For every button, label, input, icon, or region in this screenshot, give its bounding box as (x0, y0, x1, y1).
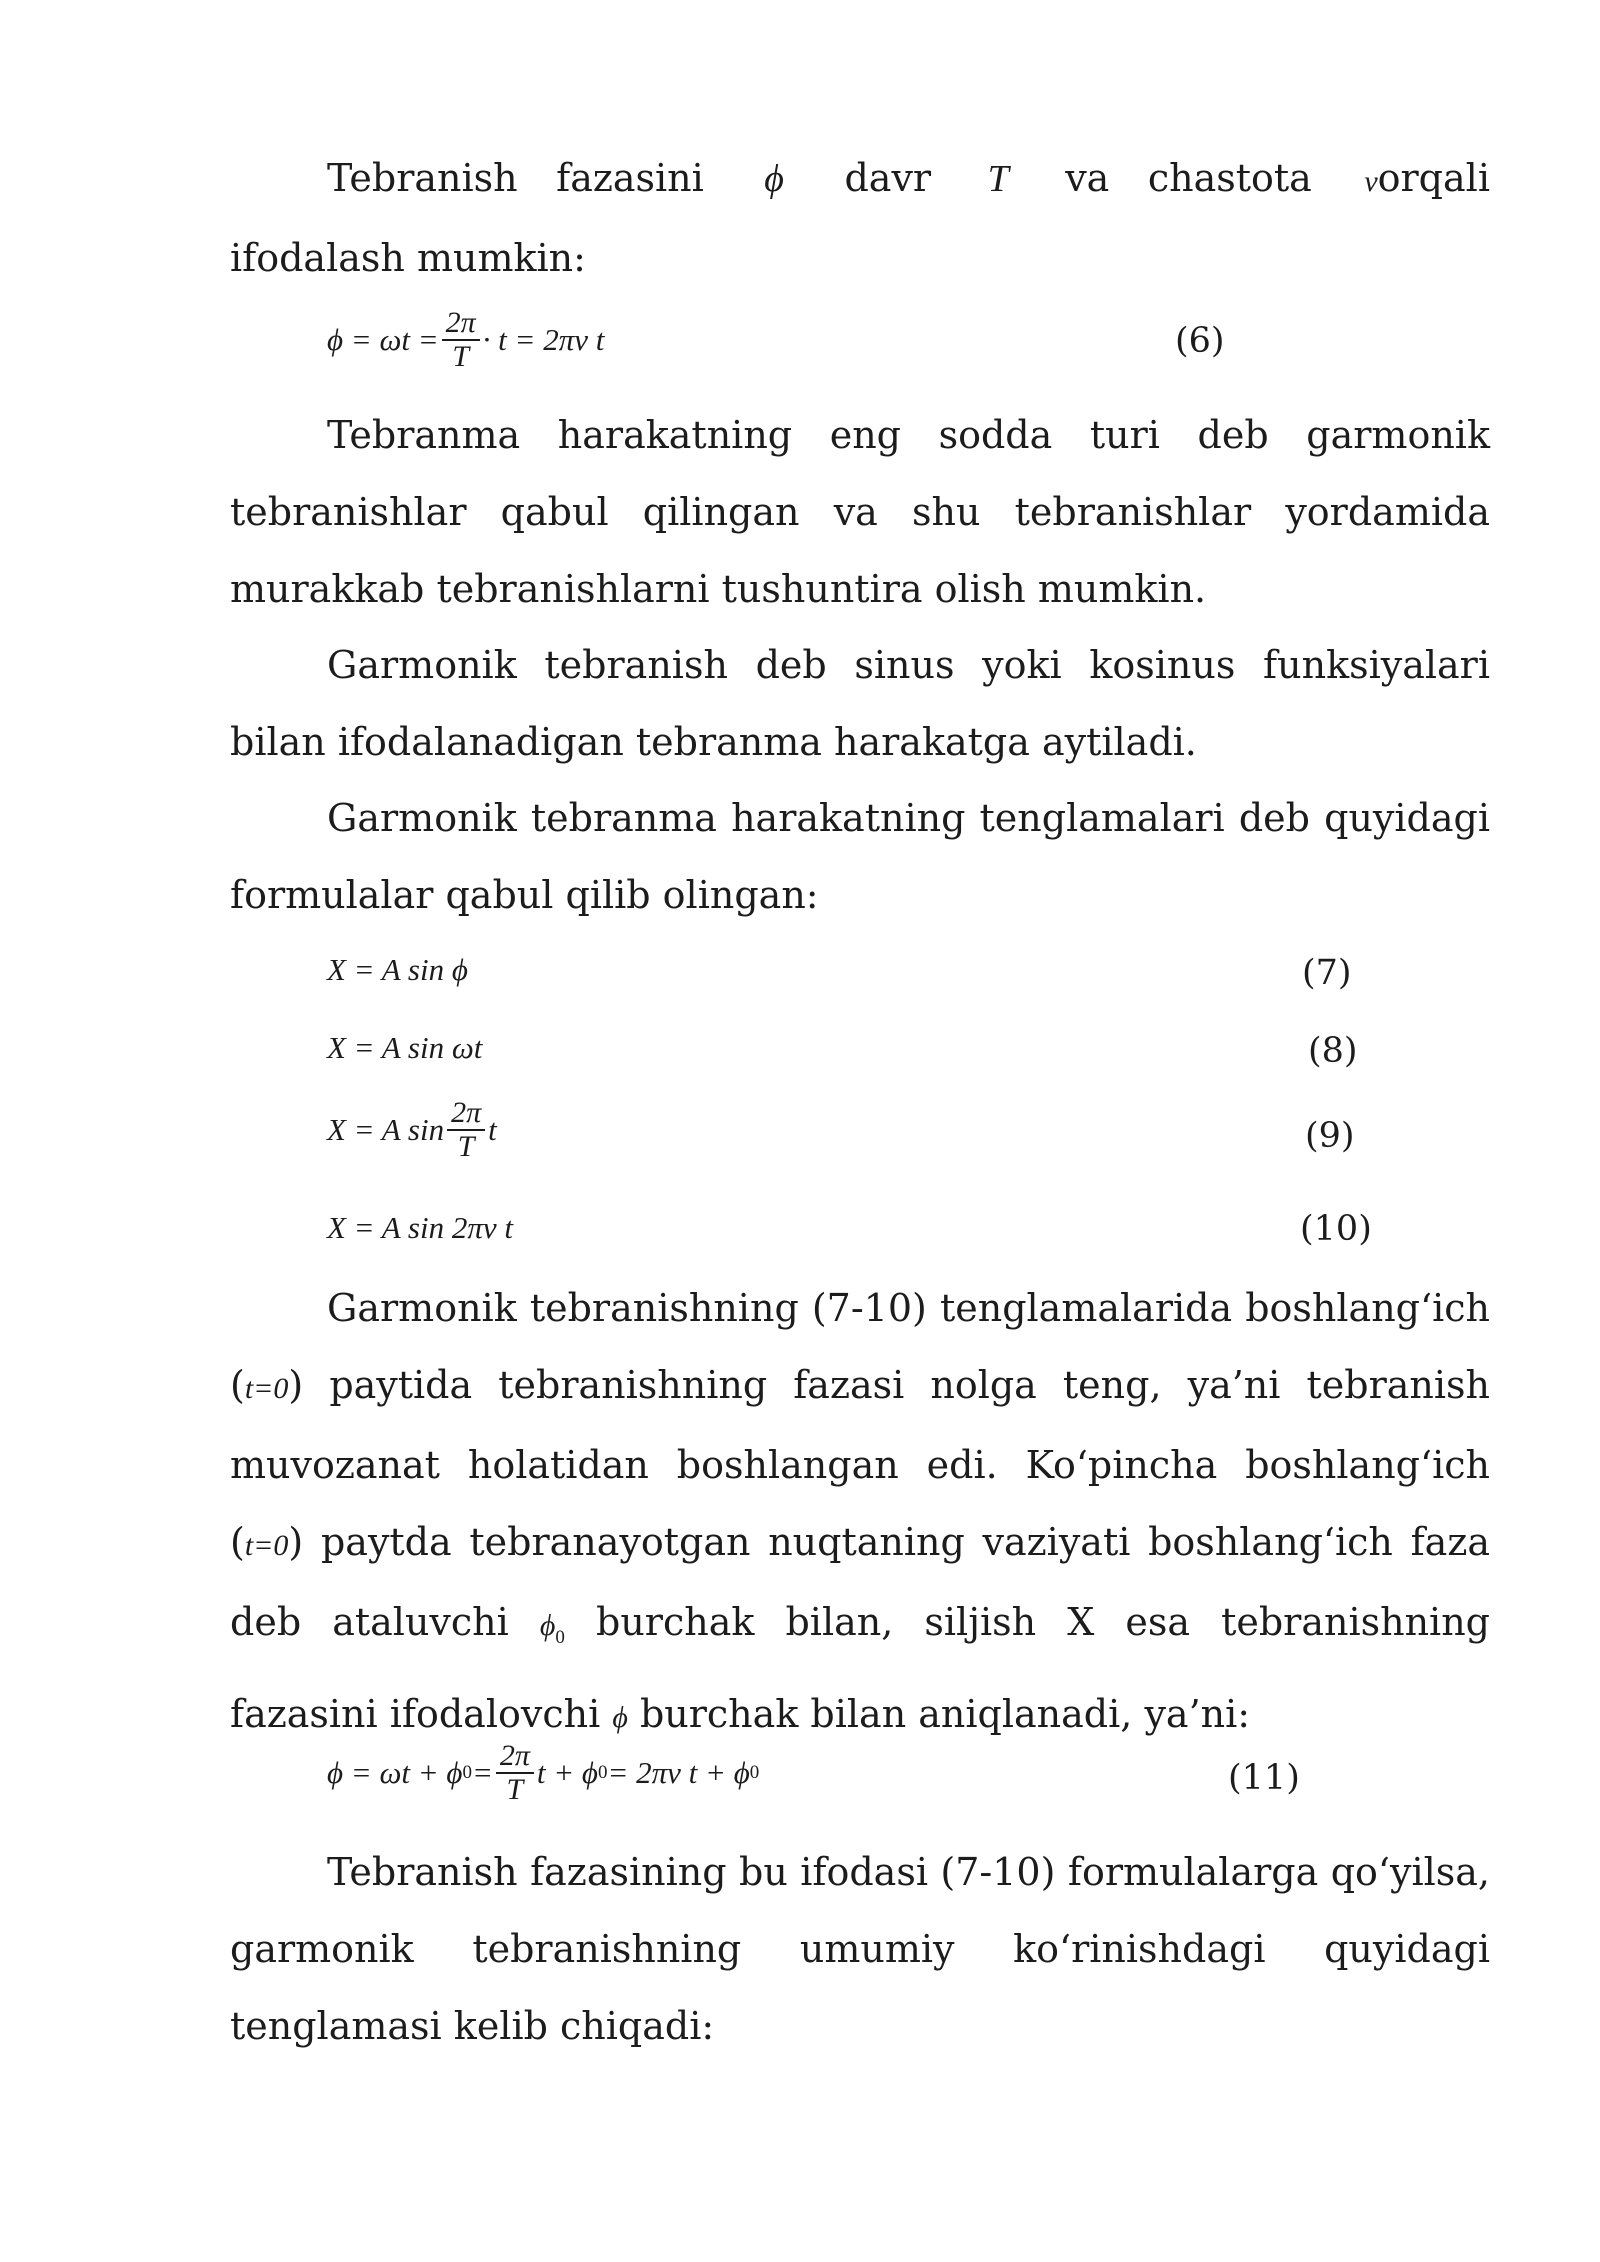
equation-number-8: (8) (1308, 1031, 1358, 1071)
initial-time-condition: t=0 (244, 1372, 289, 1405)
paragraph-harmonic-definition: Garmonik tebranish deb sinus yoki kosinus funksiyalari bilan ifodalanadigan tebranma harakatga aytiladi. (230, 643, 1490, 764)
paragraph-equations-intro: Garmonik tebranma harakatning tenglamalari deb quyidagi formulalar qabul qilib olingan: (230, 796, 1490, 917)
text-run: orqali ifodalash mumkin: (230, 156, 1490, 280)
subscript: 0 (749, 1761, 760, 1783)
equation-number-6: (6) (1175, 321, 1225, 361)
equation-rhs: t (488, 1111, 497, 1147)
initial-phase-symbol (539, 1609, 565, 1648)
equation-11 (327, 1740, 759, 1805)
equation-number-7: (7) (1302, 953, 1352, 993)
text-run: burchak bilan, siljish X esa tebranishning fazasini ifodalovchi (230, 1600, 1490, 1736)
equation-6 (327, 307, 604, 372)
equation-number-11: (11) (1228, 1758, 1300, 1798)
equation-lhs: ϕ = ωt = (327, 321, 439, 357)
equation-7: X = A sin ϕ (327, 952, 468, 987)
fraction-denominator: T (452, 339, 469, 373)
subscript: 0 (555, 1627, 565, 1648)
text-run: Garmonik tebranishning (7-10) tenglamalarida boshlang‘ich ( (230, 1286, 1490, 1407)
text-run: va chastota (1026, 156, 1351, 200)
equation-rhs: · t = 2πν t (482, 321, 605, 357)
period-symbol: T (987, 158, 1009, 200)
initial-time-condition: t=0 (244, 1529, 289, 1562)
fraction-numerator: 2π (442, 307, 480, 341)
text-run: Tebranish fazasini (327, 156, 743, 200)
fraction-numerator: 2π (496, 1740, 534, 1774)
paragraph-phase-intro (230, 140, 1490, 297)
equation-term: t + ϕ (536, 1754, 598, 1790)
equation-9 (327, 1097, 497, 1162)
equation-term: = 2πν t + ϕ (607, 1754, 750, 1790)
equation-number-10: (10) (1300, 1209, 1372, 1249)
text-run: ) paytida tebranishning fazasi nolga teng, ya’ni tebranish muvozanat holatidan boshlangan edi. Ko‘pincha boshlang‘ich ( (230, 1363, 1490, 1564)
phi-symbol: ϕ (764, 158, 784, 200)
fraction-numerator: 2π (447, 1097, 485, 1131)
text-run: burchak bilan aniqlanadi, ya’ni: (627, 1692, 1251, 1736)
fraction-denominator: T (506, 1772, 524, 1806)
nu-symbol: ν (1364, 165, 1378, 198)
phi-symbol: ϕ (539, 1609, 556, 1642)
subscript: 0 (597, 1761, 608, 1783)
subscript: 0 (462, 1761, 472, 1783)
equation-8: X = A sin ωt (327, 1030, 483, 1065)
fraction (496, 1740, 534, 1805)
equation-lhs: X = A sin (327, 1111, 445, 1147)
equation-lhs: ϕ = ωt + ϕ (327, 1754, 463, 1790)
paragraph-general-equation: Tebranish fazasining bu ifodasi (7-10) formulalarga qo‘yilsa, garmonik tebranishning umumiy ko‘rinishdagi quyidagi tenglamasi kelib chiqadi: (230, 1850, 1490, 2048)
paragraph-harmonic-simplest: Tebranma harakatning eng sodda turi deb garmonik tebranishlar qabul qilingan va shu tebranishlar yordamida murakkab tebranishlarni tushuntira olish mumkin. (230, 413, 1490, 611)
fraction-denominator: T (457, 1129, 475, 1163)
paragraph-initial-phase (230, 1270, 1490, 1756)
fraction (442, 307, 480, 372)
text-run: ) paytda tebranayotgan nuqtaning vaziyati boshlang‘ich faza deb ataluvchi (230, 1520, 1490, 1644)
text-run: davr (805, 156, 970, 200)
phi-symbol: ϕ (612, 1701, 628, 1734)
fraction (447, 1097, 485, 1162)
equation-number-9: (9) (1305, 1116, 1355, 1156)
equals-sign: = (471, 1754, 493, 1790)
equation-10: X = A sin 2πν t (327, 1210, 513, 1245)
